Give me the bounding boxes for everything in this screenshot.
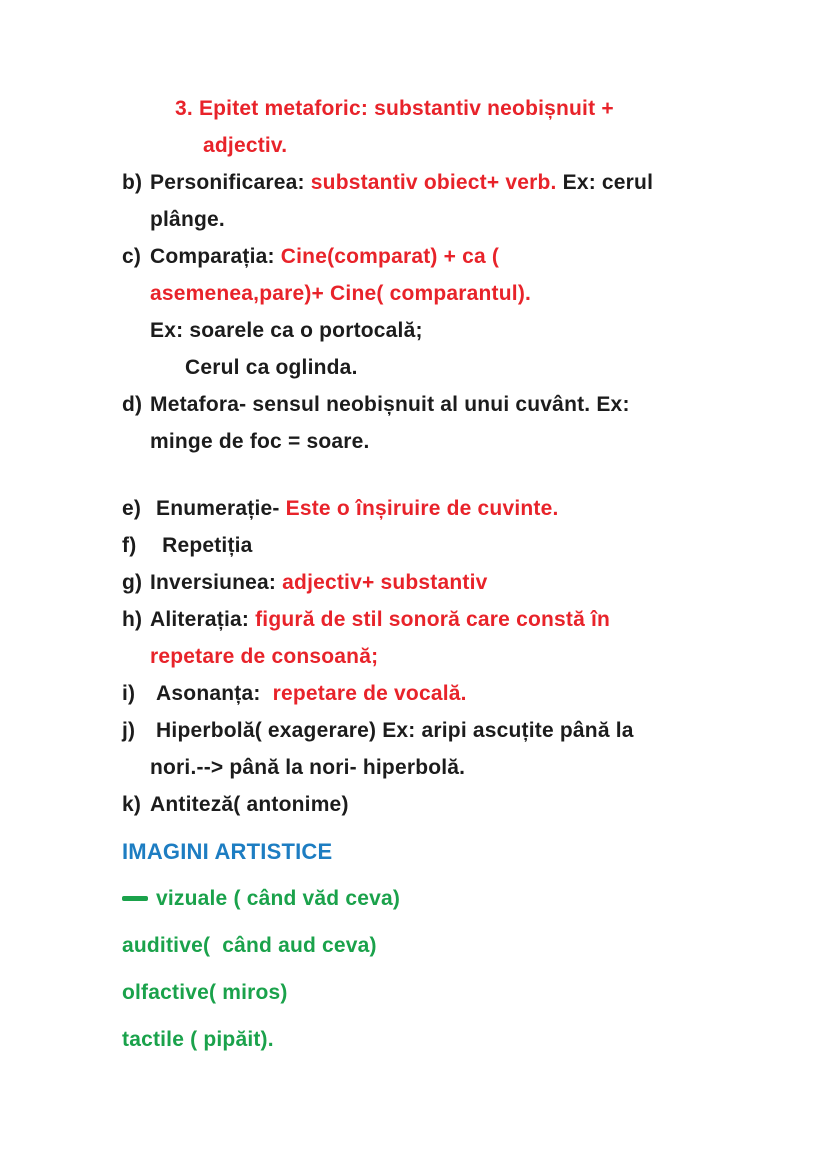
list-item-d — [122, 386, 768, 423]
list-item-f — [122, 527, 768, 564]
text-segment: olfactive( miros) — [122, 981, 288, 1004]
list-marker: j) — [122, 719, 136, 742]
line-content — [150, 490, 768, 527]
list-item-i — [122, 675, 768, 712]
text-segment: asemenea,pare)+ Cine( comparantul). — [150, 282, 532, 305]
line-content — [122, 927, 768, 964]
list-item-b — [122, 164, 768, 201]
image-type-auditive — [122, 927, 768, 964]
list-item-d-cont — [122, 423, 768, 460]
text-segment: Cerul ca oglinda. — [185, 356, 358, 379]
list-item-h — [122, 601, 768, 638]
list-item-c-example2 — [122, 349, 768, 386]
list-marker: f) — [122, 534, 137, 557]
list-marker: g) — [122, 571, 143, 594]
text-segment: Este o înșiruire de cuvinte. — [285, 497, 559, 520]
line-content — [150, 749, 768, 786]
text-segment: repetare de vocală. — [266, 682, 467, 705]
line-content — [175, 90, 768, 127]
text-segment: Enumerație- — [150, 497, 286, 520]
text-segment: Ex: cerul — [556, 171, 654, 194]
list-marker: k) — [122, 793, 142, 816]
line-content — [150, 675, 768, 712]
text-segment: repetare de consoană; — [150, 645, 379, 668]
line-content — [185, 349, 768, 386]
list-item-c-example — [122, 312, 768, 349]
text-segment: adjectiv. — [203, 134, 288, 157]
line-content — [150, 275, 768, 312]
line-content — [150, 312, 768, 349]
line-content — [150, 201, 768, 238]
list-item-j — [122, 712, 768, 749]
list-item-3-cont — [122, 127, 768, 164]
list-item-e — [122, 490, 768, 527]
list-item-c — [122, 238, 768, 275]
text-segment: 3. Epitet metaforic: substantiv neobișnuit + — [175, 97, 614, 120]
line-content — [122, 1021, 768, 1058]
text-segment: minge de foc = soare. — [150, 430, 370, 453]
line-content — [150, 712, 768, 749]
text-segment: Aliterația: — [150, 608, 256, 631]
line-content — [150, 238, 768, 275]
list-item-c-cont — [122, 275, 768, 312]
line-content — [122, 880, 768, 917]
line-content — [150, 638, 768, 675]
line-content — [122, 833, 768, 870]
text-segment: nori.--> până la nori- hiperbolă. — [150, 756, 466, 779]
document-body — [122, 90, 768, 1058]
list-item-k — [122, 786, 768, 823]
line-content — [150, 564, 768, 601]
image-type-tactile — [122, 1021, 768, 1058]
list-item-3 — [122, 90, 768, 127]
text-segment: auditive( când aud ceva) — [122, 934, 377, 957]
text-segment: Asonanța: — [150, 682, 267, 705]
line-content — [203, 127, 768, 164]
text-segment: adjectiv+ substantiv — [282, 571, 488, 594]
text-segment: IMAGINI ARTISTICE — [122, 839, 333, 864]
list-marker: c) — [122, 245, 142, 268]
text-segment: Antiteză( antonime) — [150, 793, 349, 816]
dash-icon — [122, 896, 148, 901]
line-content — [122, 974, 768, 1011]
list-marker: d) — [122, 393, 143, 416]
list-marker: h) — [122, 608, 143, 631]
image-type-vizuale — [122, 880, 768, 917]
blank-line — [122, 460, 768, 490]
text-segment: vizuale ( când văd ceva) — [156, 887, 401, 910]
list-marker: e) — [122, 497, 142, 520]
line-content — [150, 601, 768, 638]
text-segment: Repetiția — [150, 534, 253, 557]
list-item-g — [122, 564, 768, 601]
text-segment: Comparația: — [150, 245, 281, 268]
text-segment: Personificarea: — [150, 171, 311, 194]
list-marker: i) — [122, 682, 136, 705]
text-segment: tactile ( pipăit). — [122, 1028, 274, 1051]
text-segment: substantiv obiect+ verb. — [310, 171, 557, 194]
text-segment: Inversiunea: — [150, 571, 283, 594]
list-item-b-cont — [122, 201, 768, 238]
list-item-h-cont — [122, 638, 768, 675]
text-segment: Metafora- sensul neobișnuit al unui cuvânt. Ex: — [150, 393, 630, 416]
text-segment: Ex: soarele ca o portocală; — [150, 319, 423, 342]
text-segment: Hiperbolă( exagerare) Ex: aripi ascuțite până la — [150, 719, 634, 742]
line-content — [150, 527, 768, 564]
list-marker: b) — [122, 171, 143, 194]
text-segment: figură de stil sonoră care constă în — [255, 608, 611, 631]
list-item-j-cont — [122, 749, 768, 786]
line-content — [150, 386, 768, 423]
text-segment: Cine(comparat) + ca ( — [280, 245, 500, 268]
section-heading — [122, 833, 768, 870]
line-content — [150, 423, 768, 460]
line-content — [150, 164, 768, 201]
image-type-olfactive — [122, 974, 768, 1011]
line-content — [150, 786, 768, 823]
text-segment: plânge. — [150, 208, 225, 231]
